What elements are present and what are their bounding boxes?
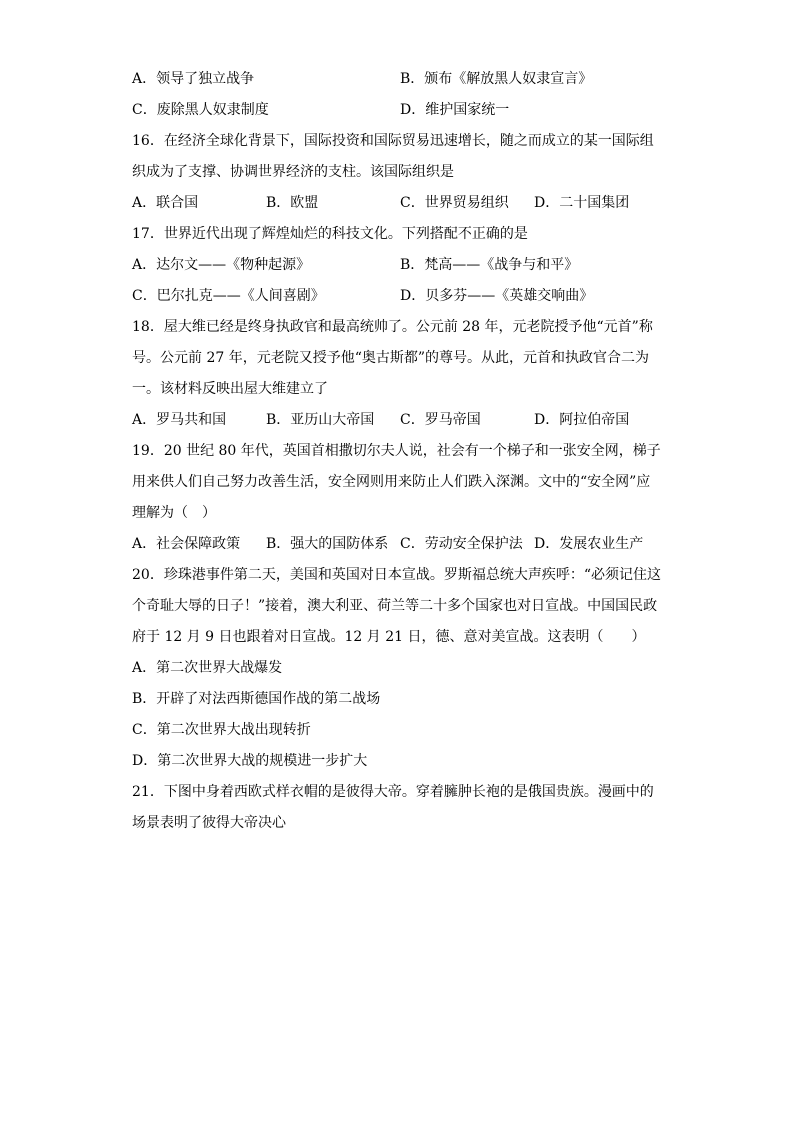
q15-options-row-2 [132, 95, 668, 126]
q19-option-c: C．劳动安全保护法 [400, 536, 523, 552]
q16-option-d: D．二十国集团 [534, 195, 630, 211]
q18-option-d: D．阿拉伯帝国 [534, 412, 630, 428]
q18-stem-line-1: 18．屋大维已经是终身执政官和最高统帅了。公元前 28 年，元老院授予他“元首”称 [132, 319, 653, 335]
q20-option-c: C．第二次世界大战出现转折 [132, 722, 311, 738]
q18-option-c: C．罗马帝国 [400, 412, 481, 428]
q17-options-row-1 [132, 250, 668, 281]
q19-option-a: A．社会保障政策 [132, 536, 241, 552]
q15-option-a: A．领导了独立战争 [132, 71, 255, 87]
question-list [132, 64, 668, 839]
q19-option-b: B．强大的国防体系 [266, 536, 389, 552]
q16-options [132, 188, 668, 219]
q16-option-b: B．欧盟 [266, 195, 319, 211]
q18-option-a: A．罗马共和国 [132, 412, 227, 428]
q19-stem-line-2: 用来供人们自己努力改善生活，安全网则用来防止人们跌入深渊。文中的“安全网”应 [132, 474, 651, 490]
q16-stem-line-1: 16．在经济全球化背景下，国际投资和国际贸易迅速增长，随之而成立的某一国际组 [132, 133, 654, 149]
q19-stem-line-3: 理解为（ ） [132, 505, 216, 521]
q18-stem-line-2: 号。公元前 27 年，元老院又授予他“奥古斯都”的尊号。从此，元首和执政官合二为 [132, 350, 650, 366]
q17-option-d: D．贝多芬——《英雄交响曲》 [400, 288, 594, 304]
q16-option-c: C．世界贸易组织 [400, 195, 509, 211]
q17-option-b: B．梵高——《战争与和平》 [400, 257, 579, 273]
q20-option-b: B．开辟了对法西斯德国作战的第二战场 [132, 691, 381, 707]
q20-stem-line-1: 20．珍珠港事件第二天，美国和英国对日本宣战。罗斯福总统大声疾呼：“必须记住这 [132, 567, 661, 583]
q20-option-a: A．第二次世界大战爆发 [132, 660, 283, 676]
q19-option-d: D．发展农业生产 [534, 536, 644, 552]
q21-stem-line-2: 场景表明了彼得大帝决心 [132, 815, 286, 831]
q16-option-a: A．联合国 [132, 195, 199, 211]
q16-stem-line-2: 织成为了支撑、协调世界经济的支柱。该国际组织是 [132, 164, 454, 180]
q19-stem-line-1: 19．20 世纪 80 年代，英国首相撒切尔夫人说，社会有一个梯子和一张安全网，梯子 [132, 443, 661, 459]
q17-option-a: A．达尔文——《物种起源》 [132, 257, 311, 273]
q21-stem-line-1: 21．下图中身着西欧式样衣帽的是彼得大帝。穿着臃肿长袍的是俄国贵族。漫画中的 [132, 784, 654, 800]
q15-option-c: C．废除黑人奴隶制度 [132, 102, 269, 118]
q20-stem-line-2: 个奇耻大辱的日子！”接着，澳大利亚、荷兰等二十多个国家也对日宣战。中国国民政 [132, 598, 658, 614]
q15-option-b: B．颁布《解放黑人奴隶宣言》 [400, 71, 593, 87]
q17-option-c: C．巴尔扎克——《人间喜剧》 [132, 288, 325, 304]
q20-option-d: D．第二次世界大战的规模进一步扩大 [132, 753, 368, 769]
q18-stem-line-3: 一。该材料反映出屋大维建立了 [132, 381, 328, 397]
q15-options-row-1 [132, 64, 668, 95]
q17-options-row-2 [132, 281, 668, 312]
q18-options [132, 405, 668, 436]
q18-option-b: B．亚历山大帝国 [266, 412, 375, 428]
q19-options [132, 529, 668, 560]
q17-stem: 17．世界近代出现了辉煌灿烂的科技文化。下列搭配不正确的是 [132, 226, 528, 242]
q15-option-d: D．维护国家统一 [400, 102, 510, 118]
q20-stem-line-3: 府于 12 月 9 日也跟着对日宣战。12 月 21 日，德、意对美宣战。这表明（ ） [132, 629, 646, 645]
